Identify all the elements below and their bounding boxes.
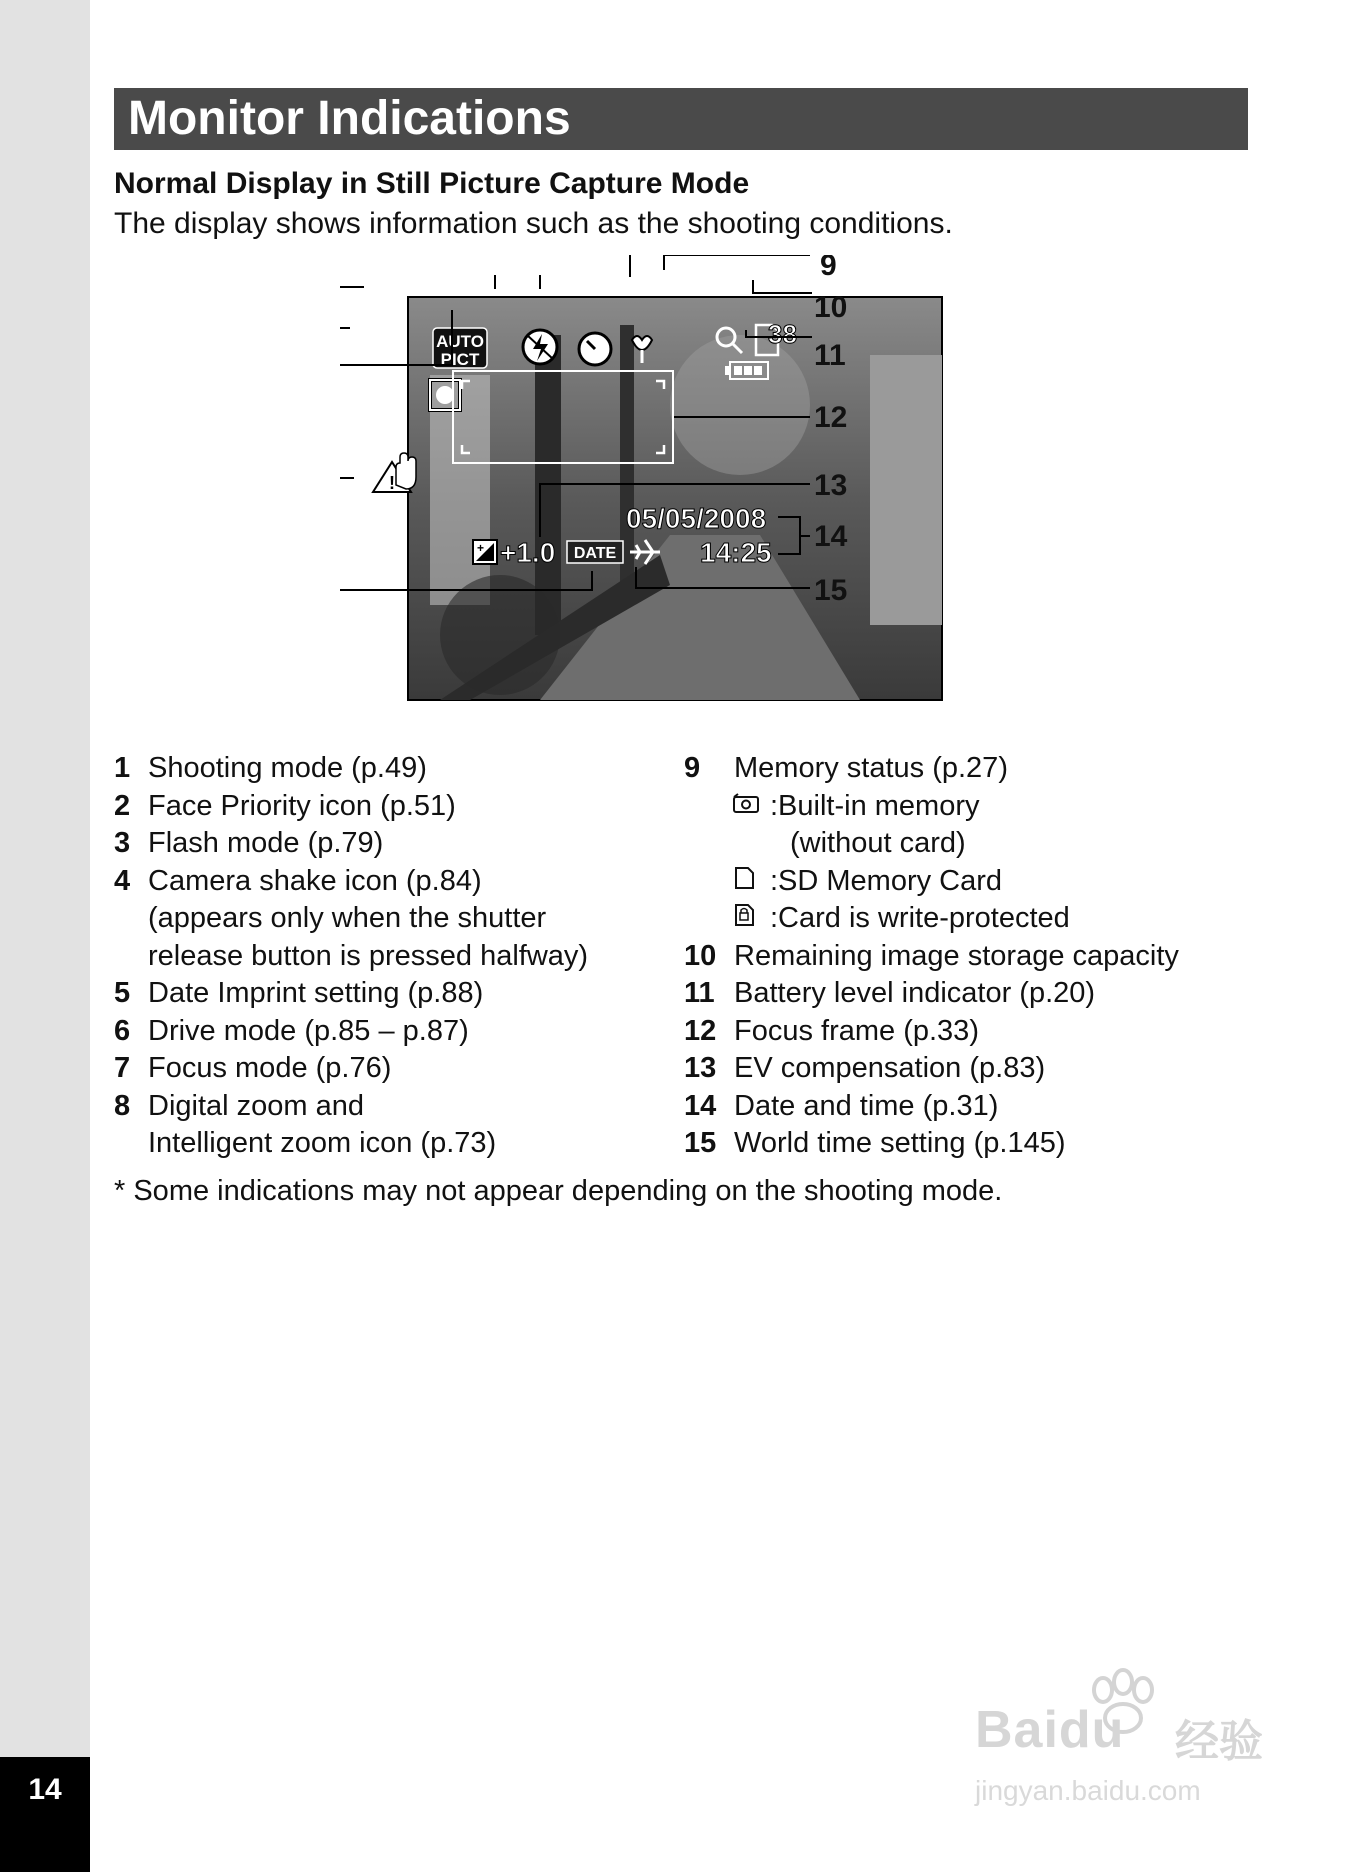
list-item: 1 Shooting mode (p.49) [114, 752, 427, 784]
ev-compensation-icon [473, 540, 497, 564]
auto-pict-icon [433, 328, 487, 369]
list-item: 8 Digital zoom and [114, 1089, 364, 1122]
section-subtitle: Normal Display in Still Picture Capture Mode [114, 167, 750, 200]
footnote: * Some indications may not appear depending on the shooting mode. [114, 1175, 1003, 1207]
left-margin-bar [0, 0, 90, 1872]
callout-12: 12 [814, 401, 848, 434]
callout-11: 11 [814, 339, 846, 372]
memory-sd-row: :SD Memory Card [684, 863, 1264, 901]
camera-shake-icon [373, 453, 416, 493]
built-in-memory-icon [732, 788, 770, 826]
page-number: 14 [28, 1773, 62, 1806]
list-item: 9 Memory status (p.27) [684, 752, 1008, 784]
flash-off-icon [523, 330, 557, 364]
screen-time: 14:25 [700, 537, 772, 568]
callout-15: 15 [814, 574, 848, 607]
watermark-brand: Baidu [975, 1701, 1125, 1759]
list-item: 14 Date and time (p.31) [684, 1089, 999, 1122]
svg-text:PICT: PICT [440, 350, 480, 369]
list-item: 4 Camera shake icon (p.84) [114, 864, 482, 897]
list-item-continuation: Intelligent zoom icon (p.73) [148, 1127, 497, 1159]
self-timer-icon [579, 333, 611, 365]
memory-builtin-continuation: (without card) [790, 827, 966, 859]
intro-text: The display shows information such as the shooting conditions. [114, 207, 953, 240]
date-imprint-icon [567, 541, 623, 563]
callout-10: 10 [814, 291, 848, 324]
legend-list-left [114, 750, 674, 1163]
list-item: 2 Face Priority icon (p.51) [114, 789, 456, 822]
callout-14: 14 [814, 520, 848, 553]
svg-text:!: ! [389, 473, 395, 493]
callout-13: 13 [814, 469, 848, 502]
svg-text:AUTO: AUTO [436, 332, 484, 351]
screen-photo [408, 297, 942, 700]
list-item: 5 Date Imprint setting (p.88) [114, 977, 484, 1009]
list-item: 13 EV compensation (p.83) [684, 1052, 1046, 1084]
watermark-cn: 经验 [1175, 1717, 1263, 1766]
legend-list-right [684, 750, 1264, 1163]
memory-builtin-row: :Built-in memory [684, 788, 1264, 826]
list-item: 10 Remaining image storage capacity [684, 939, 1179, 972]
sd-card-icon [732, 863, 770, 901]
ev-value: +1.0 [500, 537, 556, 568]
callout-9: 9 [820, 255, 837, 282]
svg-text:+: + [477, 541, 485, 555]
list-item: 11 Battery level indicator (p.20) [684, 977, 1096, 1009]
screen-date: 05/05/2008 [626, 503, 767, 534]
list-item: 7 Focus mode (p.76) [114, 1052, 392, 1084]
write-protected-card-icon [732, 900, 770, 938]
list-item: 6 Drive mode (p.85 – p.87) [114, 1014, 469, 1047]
page-title: Monitor Indications [128, 92, 571, 145]
list-item-continuation: (appears only when the shutter [148, 902, 547, 934]
memory-protected-row: :Card is write-protected [684, 900, 1264, 938]
list-item-continuation: release button is pressed halfway) [148, 939, 589, 972]
monitor-diagram [340, 255, 1040, 735]
list-item: 12 Focus frame (p.33) [684, 1014, 979, 1047]
watermark-url: jingyan.baidu.com [975, 1775, 1201, 1806]
list-item: 15 World time setting (p.145) [684, 1127, 1066, 1159]
remaining-count: 38 [768, 319, 797, 349]
svg-text:DATE: DATE [573, 545, 617, 562]
list-item: 3 Flash mode (p.79) [114, 827, 384, 859]
